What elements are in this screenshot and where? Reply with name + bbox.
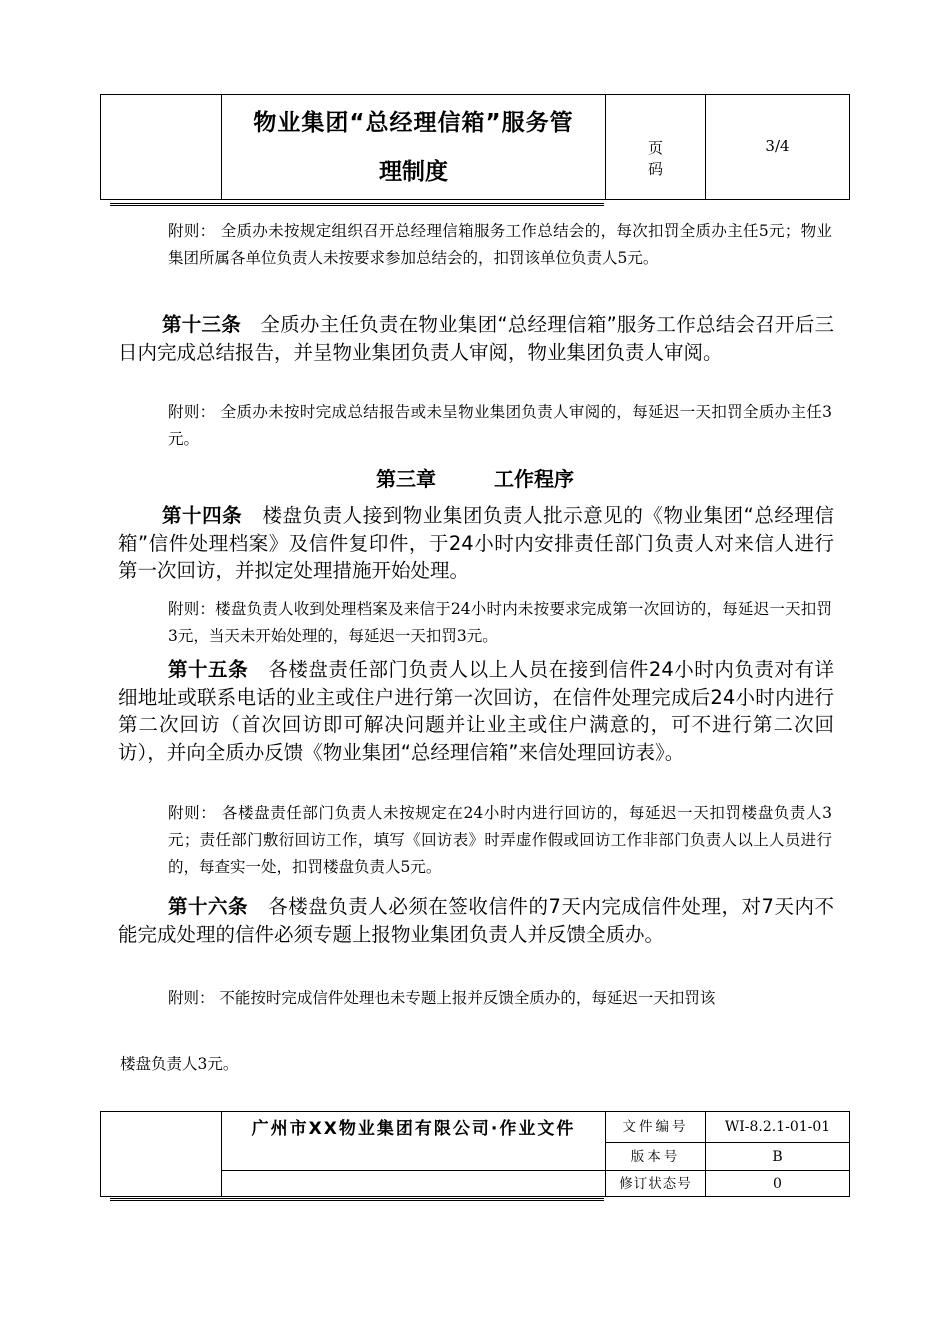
page-label: 页码 xyxy=(647,139,701,178)
article-13-heading: 第十三条 xyxy=(162,313,242,336)
doc-number-value: WI-8.2.1-01-01 xyxy=(724,1119,831,1135)
company-name: 广州市XX物业集团有限公司·作业文件 xyxy=(251,1119,576,1139)
page-label-cell xyxy=(605,95,705,199)
footer-company-divider xyxy=(222,1170,605,1171)
header-divider xyxy=(110,203,604,206)
appendix-note-1: 附则： 全质办未按规定组织召开总经理信箱服务工作总结会的，每次扣罚全质办主任5元；物业集团所属各单位负责人未按要求参加总结会的，扣罚该单位负责人5元。 xyxy=(168,222,832,267)
document-title-line2: 理制度 xyxy=(379,159,448,185)
footer-value-column xyxy=(705,1112,849,1196)
document-title-line1: 物业集团“总经理信箱”服务管 xyxy=(253,110,574,136)
article-15-text: 各楼盘责任部门负责人以上人员在接到信件24小时内负责对有详细地址或联系电话的业主或住户进行第一次回访，在信件处理完成后24小时内进行第二次回访（首次回访即可解决问题并让业主或住户满意的，可不进行第二次回访），并向全质办反馈《物业集团“总经理信箱”来信处理回访表》。 xyxy=(118,658,834,764)
version-value: B xyxy=(706,1142,849,1170)
appendix-note-4: 附则： 各楼盘责任部门负责人未按规定在24小时内进行回访的，每延迟一天扣罚楼盘负责人3元；责任部门敷衍回访工作，填写《回访表》时弄虚作假或回访工作非部门负责人以上人员进行的，每查实一处，扣罚楼盘负责人5元。 xyxy=(168,804,832,876)
article-13-text: 全质办主任负责在物业集团“总经理信箱”服务工作总结会召开后三日内完成总结报告，并呈物业集团负责人审阅，物业集团负责人审阅。 xyxy=(118,313,834,364)
article-15 xyxy=(118,656,834,766)
revision-value: 0 xyxy=(706,1170,849,1196)
appendix-note-3: 附则：楼盘负责人收到处理档案及来信于24小时内未按要求完成第一次回访的，每延迟一天扣罚3元，当天未开始处理的，每延迟一天扣罚3元。 xyxy=(168,600,832,645)
article-16 xyxy=(118,893,834,948)
footer-divider xyxy=(110,1198,604,1201)
article-13 xyxy=(118,311,834,366)
chapter-number: 第三章 xyxy=(376,467,436,491)
header-table xyxy=(100,94,850,200)
appendix-note-5: 附则： 不能按时完成信件处理也未专题上报并反馈全质办的，每延迟一天扣罚该 xyxy=(168,989,716,1007)
page-value-cell xyxy=(705,95,849,199)
article-15-heading: 第十五条 xyxy=(168,658,249,681)
article-14-heading: 第十四条 xyxy=(162,504,243,527)
revision-label: 修订状态号 xyxy=(606,1170,705,1196)
document-title xyxy=(222,95,605,201)
article-16-text: 各楼盘负责人必须在签收信件的7天内完成信件处理，对7天内不能完成处理的信件必须专题上报物业集团负责人并反馈全质办。 xyxy=(118,895,834,946)
version-label: 版本号 xyxy=(606,1142,705,1170)
article-16-heading: 第十六条 xyxy=(168,895,249,918)
footer-table xyxy=(100,1111,850,1197)
doc-number-label: 文件编号 xyxy=(622,1119,689,1135)
appendix-note-5-continued: 楼盘负责人3元。 xyxy=(120,1055,239,1073)
chapter-heading xyxy=(0,463,950,492)
header-title-cell xyxy=(221,95,605,199)
footer-company-cell xyxy=(221,1112,605,1196)
chapter-title: 工作程序 xyxy=(494,467,574,491)
appendix-note-2: 附则： 全质办未按时完成总结报告或未呈物业集团负责人审阅的，每延迟一天扣罚全质办主任3元。 xyxy=(168,403,832,448)
article-14-text: 楼盘负责人接到物业集团负责人批示意见的《物业集团“总经理信箱”信件处理档案》及信件复印件，于24小时内安排责任部门负责人对来信人进行第一次回访，并拟定处理措施开始处理。 xyxy=(118,504,834,582)
page-number: 3/4 xyxy=(765,137,790,155)
footer-label-column xyxy=(605,1112,705,1196)
article-14 xyxy=(118,502,834,585)
